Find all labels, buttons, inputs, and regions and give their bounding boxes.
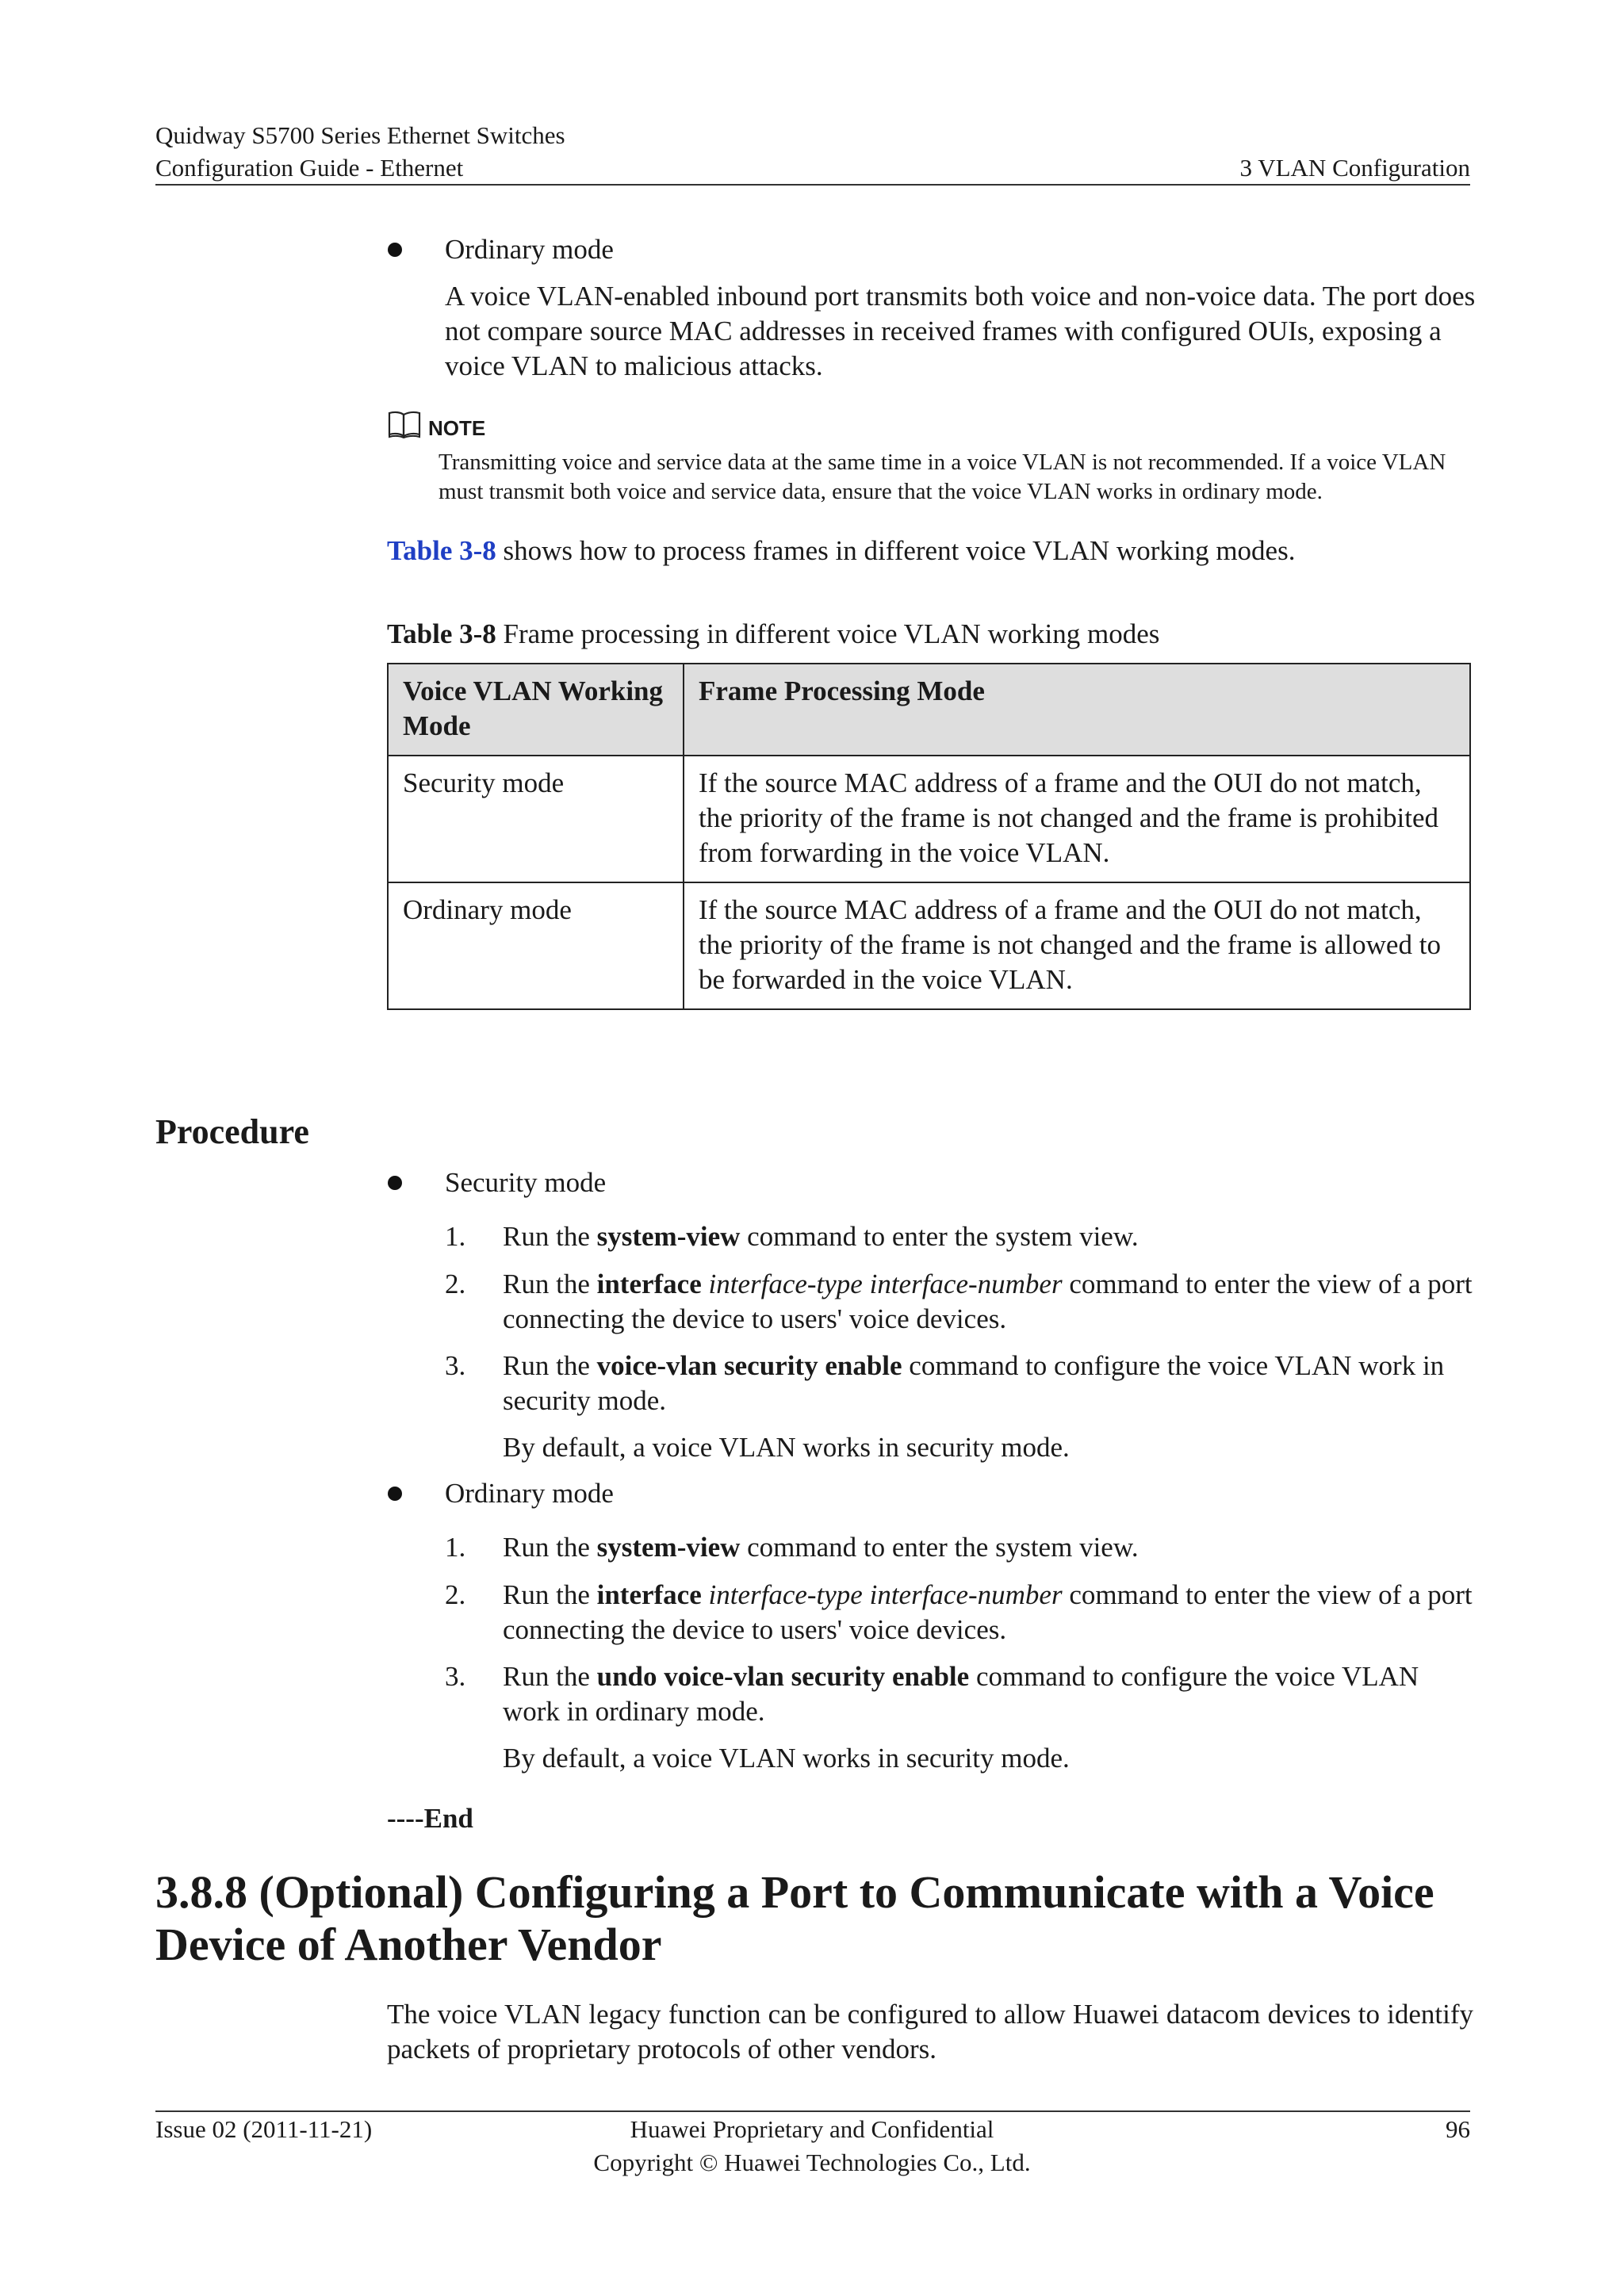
footer-issue: Issue 02 (2011-11-21) — [155, 2115, 373, 2143]
footer-copyright: Copyright © Huawei Technologies Co., Ltd. — [593, 2149, 1031, 2176]
ordinary-intro-text: A voice VLAN-enabled inbound port transmits both voice and non-voice data. The port does not compare source MAC addresses in received frames with configured OUIs, exposing a voice VLAN to malicious attacks. — [445, 281, 1476, 381]
step-number: 2. — [445, 1579, 466, 1610]
header-product: Quidway S5700 Series Ethernet Switches — [155, 121, 565, 149]
bullet-icon — [388, 1176, 402, 1190]
table-caption — [387, 617, 1159, 652]
table-cell: If the source MAC address of a frame and the OUI do not match, the priority of the frame is not changed and the frame is prohibited from forwarding in the voice VLAN. — [684, 756, 1470, 882]
table-3-8-link[interactable]: Table 3-8 — [387, 535, 496, 566]
ordinary-step-1: Run the system-view command to enter the system view. — [503, 1532, 1139, 1563]
table-header-cell: Voice VLAN Working Mode — [388, 664, 684, 756]
command-name: system-view — [596, 1221, 741, 1252]
ordinary-intro-title: Ordinary mode — [445, 234, 614, 265]
table-header-row — [388, 664, 1470, 756]
security-step-1: Run the system-view command to enter the system view. — [503, 1221, 1139, 1252]
section-heading — [155, 1866, 1503, 1971]
ordinary-mode-title: Ordinary mode — [445, 1478, 614, 1509]
security-default-note: By default, a voice VLAN works in security mode. — [503, 1432, 1070, 1463]
header-rule — [155, 184, 1470, 186]
table-row — [388, 756, 1470, 882]
book-icon — [387, 410, 422, 438]
table-reference — [387, 534, 1295, 568]
footer-confidential: Huawei Proprietary and Confidential — [630, 2115, 994, 2143]
step-number: 3. — [445, 1661, 466, 1692]
command-argument: interface-type interface-number — [701, 1579, 1063, 1610]
ordinary-step-2: Run the interface interface-type interface-number command to enter the view of a port connecting the device to users' voice devices. — [503, 1579, 1473, 1645]
table-header-cell: Frame Processing Mode — [684, 664, 1470, 756]
section-heading-line2: Device of Another Vendor — [155, 1919, 662, 1970]
section-heading-line1: 3.8.8 (Optional) Configuring a Port to Communicate with a Voice — [155, 1866, 1434, 1918]
procedure-heading: Procedure — [155, 1112, 309, 1151]
bullet-icon — [388, 243, 402, 257]
ordinary-default-note: By default, a voice VLAN works in security mode. — [503, 1743, 1070, 1774]
ordinary-step-3: Run the undo voice-vlan security enable command to configure the voice VLAN work in ordinary mode. — [503, 1661, 1419, 1727]
step-number: 1. — [445, 1532, 466, 1563]
footer-page-number: 96 — [1446, 2115, 1470, 2143]
header-guide: Configuration Guide - Ethernet — [155, 154, 464, 182]
frame-processing-table — [387, 663, 1471, 1010]
security-step-3: Run the voice-vlan security enable command to configure the voice VLAN work in security mode. — [503, 1350, 1445, 1416]
table-cell: Ordinary mode — [388, 882, 684, 1009]
security-mode-title: Security mode — [445, 1167, 607, 1198]
table-row — [388, 882, 1470, 1009]
note-text: Transmitting voice and service data at the same time in a voice VLAN is not recommended. If a voice VLAN must transmit both voice and service data, ensure that the voice VLAN works in ordinary mode. — [439, 450, 1446, 504]
footer-rule — [155, 2110, 1470, 2112]
step-number: 1. — [445, 1221, 466, 1252]
step-number: 2. — [445, 1269, 466, 1299]
command-name: undo voice-vlan security enable — [596, 1661, 970, 1692]
command-name: voice-vlan security enable — [596, 1350, 902, 1381]
command-argument: interface-type interface-number — [701, 1269, 1063, 1299]
section-intro-text: The voice VLAN legacy function can be configured to allow Huawei datacom devices to identify packets of proprietary protocols of other vendors. — [387, 1999, 1473, 2064]
command-name: interface — [596, 1579, 702, 1610]
table-cell: If the source MAC address of a frame and the OUI do not match, the priority of the frame is not changed and the frame is allowed to be forwarded in the voice VLAN. — [684, 882, 1470, 1009]
table-reference-text: shows how to process frames in different voice VLAN working modes. — [496, 535, 1296, 566]
note-label: NOTE — [428, 416, 486, 440]
procedure-end-marker: ----End — [387, 1803, 473, 1834]
bullet-icon — [388, 1487, 402, 1501]
command-name: system-view — [596, 1532, 741, 1563]
command-name: interface — [596, 1269, 702, 1299]
table-caption-label: Table 3-8 — [387, 618, 496, 649]
table-cell: Security mode — [388, 756, 684, 882]
header-chapter: 3 VLAN Configuration — [1239, 154, 1470, 182]
step-number: 3. — [445, 1350, 466, 1381]
security-step-2: Run the interface interface-type interface-number command to enter the view of a port connecting the device to users' voice devices. — [503, 1269, 1473, 1334]
table-caption-text: Frame processing in different voice VLAN working modes — [496, 618, 1160, 649]
